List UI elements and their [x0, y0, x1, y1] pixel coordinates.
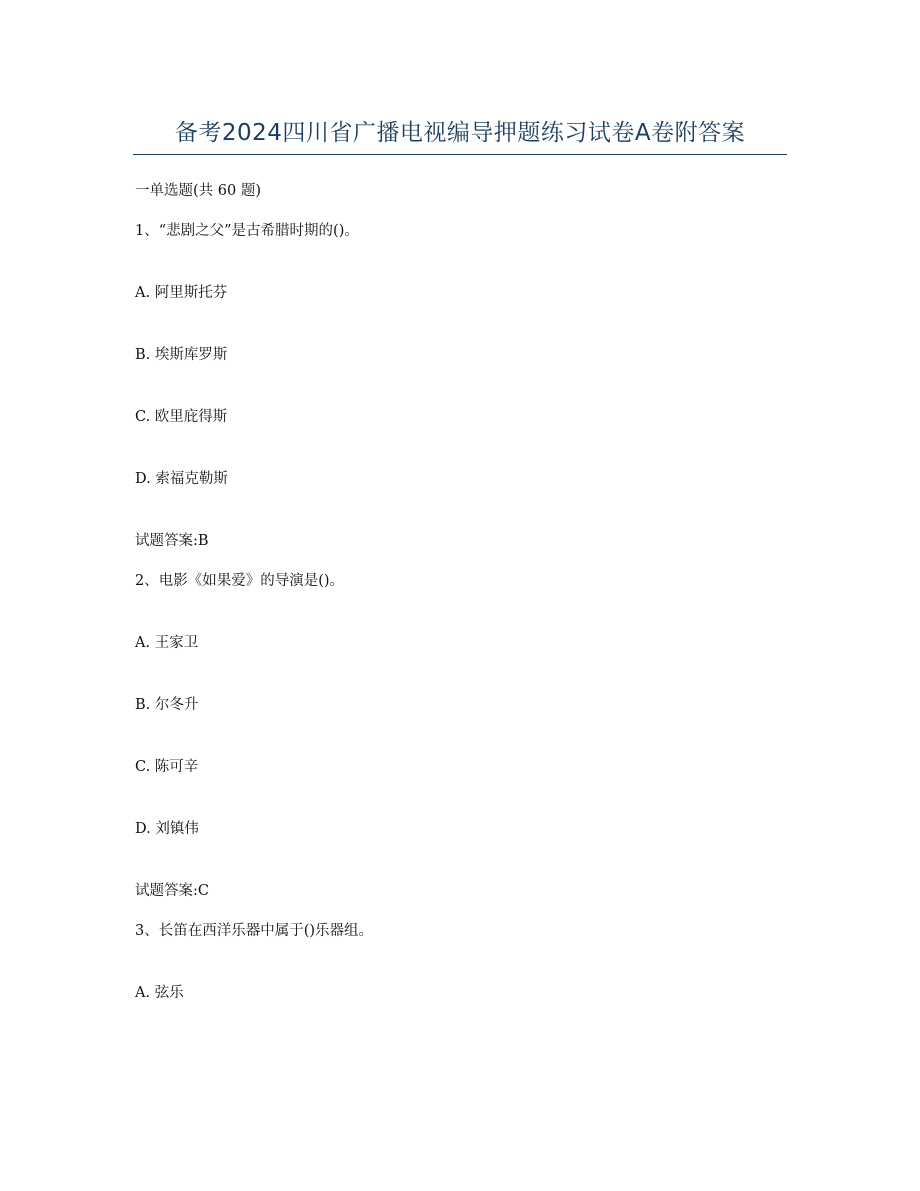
question-stem: 1、“悲剧之父”是古希腊时期的()。	[135, 223, 359, 239]
question-option: B. 埃斯库罗斯	[135, 347, 228, 363]
question-stem: 2、电影《如果爱》的导演是()。	[135, 573, 345, 589]
title-divider	[133, 154, 787, 155]
question-option: A. 弦乐	[135, 985, 184, 1001]
question-option: A. 王家卫	[135, 635, 199, 651]
question-option: B. 尔冬升	[135, 697, 199, 713]
question-option: C. 欧里庇得斯	[135, 409, 228, 425]
question-option: D. 刘镇伟	[135, 821, 199, 837]
question-option: C. 陈可辛	[135, 759, 199, 775]
question-option: A. 阿里斯托芬	[135, 285, 228, 301]
answer-line: 试题答案:B	[135, 533, 209, 549]
answer-line: 试题答案:C	[135, 883, 209, 899]
document-title: 备考2024四川省广播电视编导押题练习试卷A卷附答案	[174, 120, 746, 146]
question-option: D. 索福克勒斯	[135, 471, 228, 487]
question-stem: 3、长笛在西洋乐器中属于()乐器组。	[135, 923, 374, 939]
section-heading: 一单选题(共 60 题)	[135, 183, 261, 199]
